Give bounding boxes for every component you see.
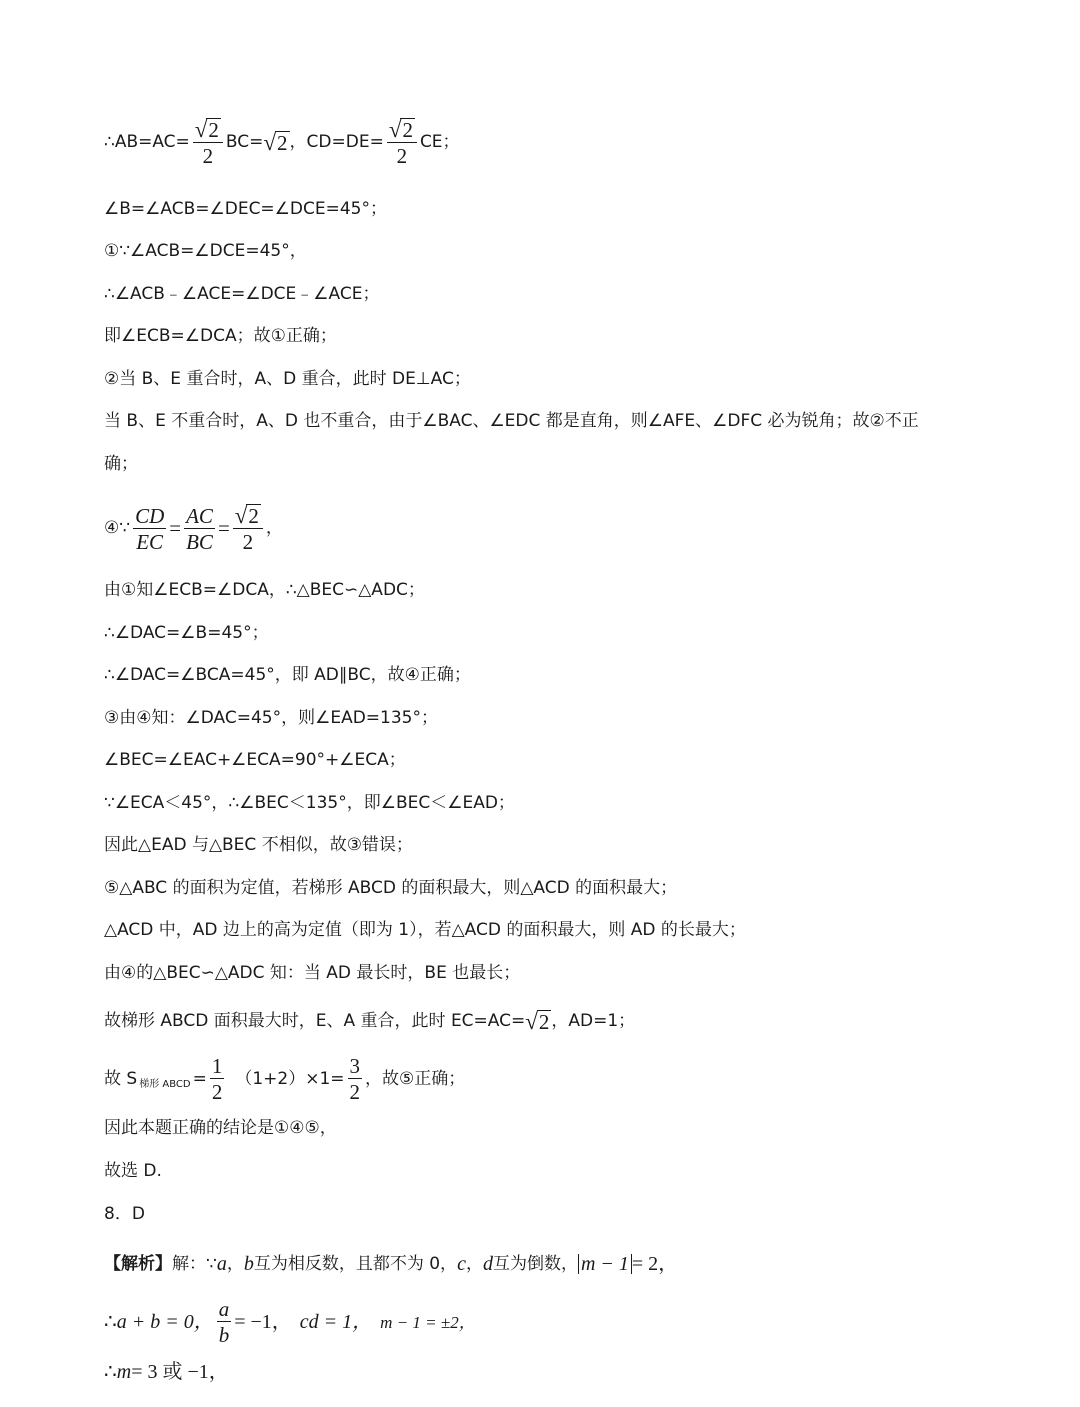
line-16: 因此△EAD 与△BEC 不相似，故③错误； [104, 835, 413, 855]
sqrt: √ 2 [525, 1009, 550, 1035]
line-26: ∴ a + b = 0， $\frac{a}{b}$ = −1， cd = 1， m − 1 = ±2， [104, 1297, 476, 1348]
line-25 [104, 1254, 678, 1274]
line-23: 故选 D. [104, 1161, 162, 1181]
var-c: c [457, 1253, 466, 1275]
fraction: $\frac{1}{2}$ [211, 1054, 223, 1105]
line-27: ∴ m = 3 或 −1， [104, 1361, 229, 1383]
equation: = −1， [234, 1311, 292, 1334]
line-9: ④∵ $\frac{CD}{EC}$ = $\frac{AC}{BC}$ = √ 2 2 ， [104, 503, 283, 555]
absolute-value: m − 1 [578, 1254, 632, 1274]
text: 互为倒数， [492, 1253, 578, 1274]
text: BC= [225, 132, 264, 153]
sqrt: √ 2 [194, 117, 219, 143]
fraction: √ 2 2 [387, 118, 417, 167]
text: ∴AB=AC= [104, 132, 190, 153]
var-d: d [482, 1253, 493, 1275]
text: 故梯形 ABCD 面积最大时，E、A 重合，此时 EC=AC= [104, 1011, 526, 1032]
line-1 [104, 118, 460, 167]
line-20 [104, 1010, 635, 1033]
analysis-tag: 【解析】 [104, 1253, 172, 1274]
text: 互为相反数，且都不为 0， [253, 1253, 458, 1274]
text: = [192, 1068, 207, 1089]
line-3: ①∵∠ACB=∠DCE=45°， [104, 241, 307, 261]
text: 解：∵ [172, 1253, 217, 1274]
fraction: √ 2 2 [233, 504, 263, 553]
line-10: 由①知∠ECB=∠DCA，∴△BEC∽△ADC； [104, 580, 425, 600]
subscript: 梯形 ABCD [139, 1079, 191, 1091]
line-21 [104, 1055, 465, 1103]
line-7: 当 B、E 不重合时，A、D 也不重合，由于∠BAC、∠EDC 都是直角，则∠AFE、∠DFC 必为锐角；故②不正 [104, 411, 919, 431]
var-m: m [116, 1361, 132, 1383]
equation: a + b = 0， [116, 1311, 214, 1334]
line-8: 确； [104, 454, 138, 474]
line-13: ③由④知：∠DAC=45°，则∠EAD=135°； [104, 708, 438, 728]
var-a: a [216, 1253, 227, 1275]
line-19: 由④的△BEC∽△ADC 知：当 AD 最长时，BE 也最长； [104, 963, 521, 983]
text: ④∵ [104, 518, 131, 539]
line-2: ∠B=∠ACB=∠DEC=∠DCE=45°； [104, 199, 387, 219]
line-17: ⑤△ABC 的面积为定值，若梯形 ABCD 的面积最大，则△ACD 的面积最大； [104, 878, 678, 898]
text: ，AD=1； [551, 1011, 636, 1032]
line-14: ∠BEC=∠EAC+∠ECA=90°+∠ECA； [104, 750, 406, 770]
equation: cd = 1， [299, 1311, 373, 1334]
text: 故 S [104, 1068, 138, 1089]
fraction: $\frac{3}{2}$ [349, 1054, 361, 1105]
text: = 2， [631, 1253, 679, 1275]
var-b: b [243, 1253, 254, 1275]
text: ， [265, 518, 283, 539]
line-5: 即∠ECB=∠DCA；故①正确； [104, 326, 337, 346]
text: ，CD=DE= [289, 132, 384, 153]
text: ， [226, 1253, 244, 1274]
line-4: ∴∠ACB﹣∠ACE=∠DCE﹣∠ACE； [104, 284, 380, 304]
text: CE； [419, 132, 460, 153]
line-12: ∴∠DAC=∠BCA=45°，即 AD∥BC，故④正确； [104, 665, 471, 685]
fraction: √ 2 2 [193, 118, 223, 167]
text: ， [465, 1253, 483, 1274]
equation: m − 1 = ±2， [380, 1312, 476, 1332]
line-11: ∴∠DAC=∠B=45°； [104, 623, 269, 643]
line-6: ②当 B、E 重合时，A、D 重合，此时 DE⊥AC； [104, 369, 471, 389]
text: （1+2）×1= [235, 1068, 345, 1089]
line-15: ∵∠ECA＜45°，∴∠BEC＜135°，即∠BEC＜∠EAD； [104, 793, 515, 813]
fraction: $\frac{a}{b}$ [218, 1297, 230, 1348]
text: ，故⑤正确； [365, 1068, 466, 1089]
fraction: $\frac{CD}{EC}$ [135, 503, 165, 554]
line-24: 8．D [104, 1204, 145, 1224]
line-22: 因此本题正确的结论是①④⑤， [104, 1118, 337, 1138]
text: = 3 或 −1， [131, 1361, 229, 1383]
fraction: $\frac{AC}{BC}$ [186, 503, 213, 554]
line-18: △ACD 中，AD 边上的高为定值（即为 1），若△ACD 的面积最大，则 AD 的长最大； [104, 920, 746, 940]
sqrt: √ 2 [263, 130, 288, 156]
